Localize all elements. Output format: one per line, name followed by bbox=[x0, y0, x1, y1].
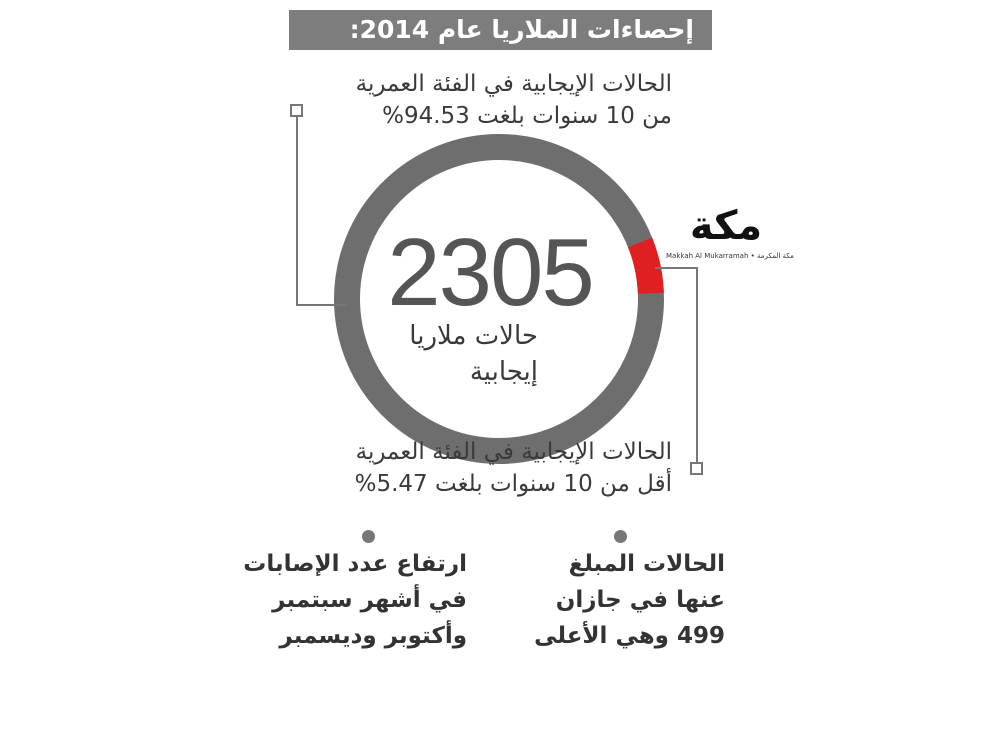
annotation-bottom bbox=[232, 436, 672, 500]
connector-marker-top bbox=[291, 105, 302, 116]
annotation-top-line2: من 10 سنوات بلغت 94.53% bbox=[382, 103, 672, 129]
annotation-bottom-line1: الحالات الإيجابية في الفئة العمرية bbox=[355, 439, 672, 465]
fact-line: وأكتوبر وديسمبر bbox=[279, 623, 467, 649]
logo-subtitle: Makkah Al Mukarramah • مكة المكرمة bbox=[666, 252, 794, 260]
donut-slice-accent bbox=[640, 242, 651, 293]
annotation-top-line1: الحالات الإيجابية في الفئة العمرية bbox=[355, 71, 672, 97]
fact-months bbox=[227, 546, 467, 654]
fact-line: الحالات المبلغ bbox=[568, 551, 725, 577]
infographic-title: إحصاءات الملاريا عام 2014: bbox=[289, 10, 712, 50]
total-label-line2: إيجابية bbox=[469, 357, 538, 387]
fact-line: عنها في جازان bbox=[555, 587, 725, 613]
logo-word: مكة bbox=[689, 203, 763, 249]
total-cases: 2305 bbox=[387, 219, 593, 326]
fact-line: ارتفاع عدد الإصابات bbox=[243, 551, 467, 577]
fact-line: في أشهر سبتمبر bbox=[272, 587, 467, 613]
total-cases-label bbox=[338, 318, 538, 390]
total-label-line1: حالات ملاريا bbox=[409, 321, 538, 351]
annotation-bottom-line2: أقل من 10 سنوات بلغت 5.47% bbox=[354, 471, 672, 497]
makkah-logo bbox=[666, 200, 794, 270]
fact-line: 499 وهي الأعلى bbox=[534, 623, 725, 649]
bullet-icon bbox=[362, 530, 375, 543]
bullet-icon bbox=[614, 530, 627, 543]
fact-jazan bbox=[485, 546, 725, 654]
connector-marker-bottom bbox=[691, 463, 702, 474]
